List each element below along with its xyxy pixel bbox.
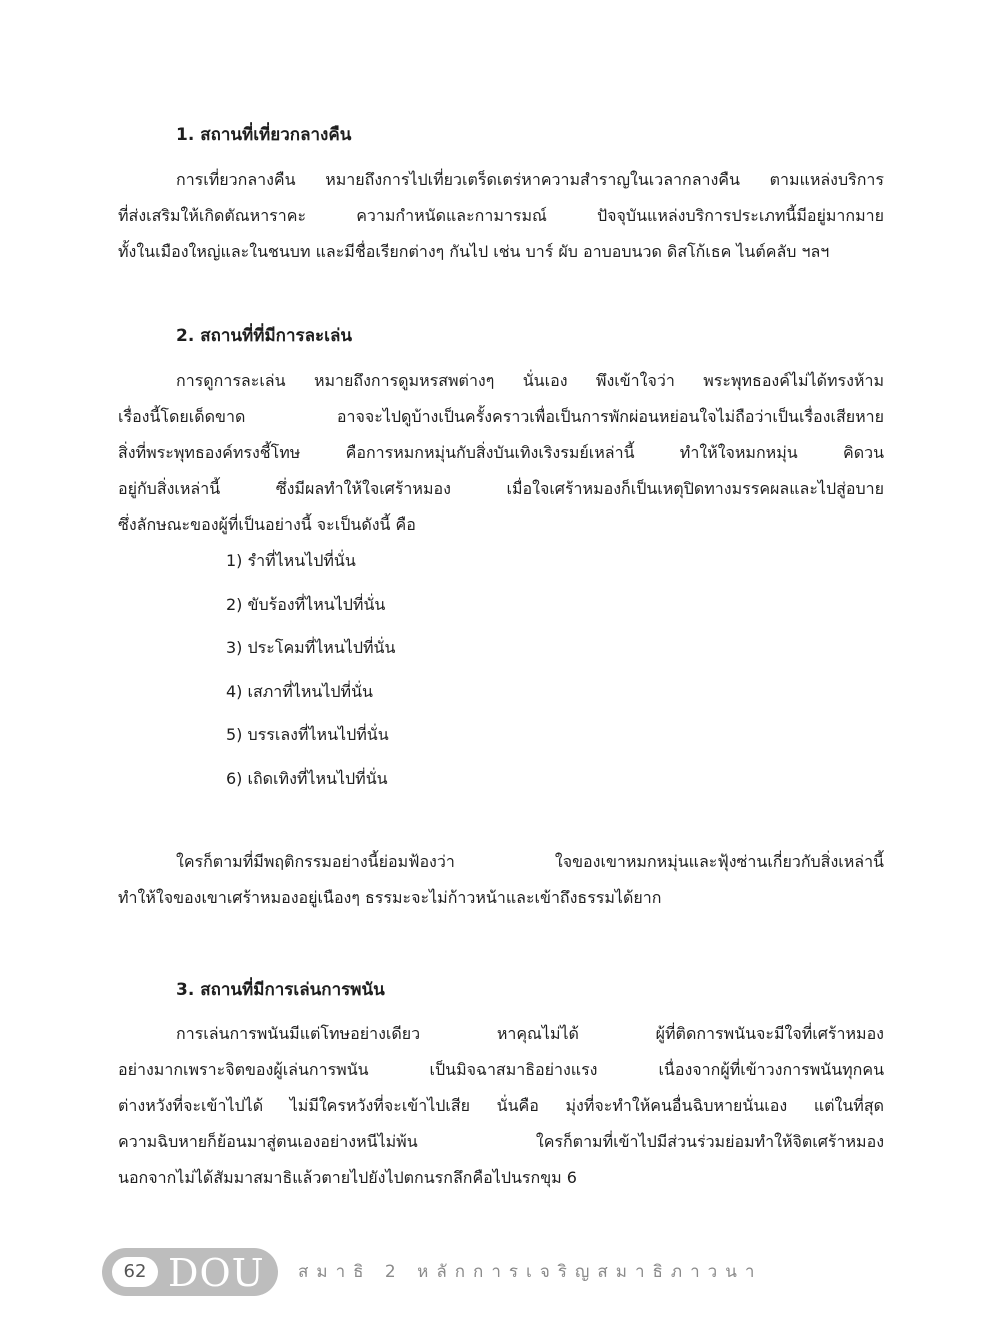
text-line: การเที่ยวกลางคืน หมายถึงการไปเที่ยวเตร็ดเตร่หาความสำราญในเวลากลางคืน ตามแหล่งบริการ	[176, 170, 884, 189]
list-item: 4) เสภาที่ไหนไปที่นั่น	[226, 681, 373, 701]
section-1-heading: 1. สถานที่เที่ยวกลางคืน	[176, 125, 352, 145]
text-line: ซึ่งลักษณะของผู้ที่เป็นอย่างนี้ จะเป็นดังนี้ คือ	[118, 515, 416, 534]
section-2-paragraph-1	[118, 363, 884, 543]
section-3-paragraph	[118, 1016, 884, 1196]
text-line: การเล่นการพนันมีแต่โทษอย่างเดียว หาคุณไม่ได้ ผู้ที่ติดการพนันจะมีใจที่เศร้าหมอง	[176, 1024, 884, 1043]
brand-logo: DOU	[168, 1251, 265, 1295]
text-line: ต่างหวังที่จะเข้าไปได้ ไม่มีใครหวังที่จะเข้าไปเสีย นั่นคือ มุ่งที่จะทำให้คนอื่นฉิบหายนั่นเอง แต่ในที่สุด	[118, 1096, 884, 1115]
text-line: การดูการละเล่น หมายถึงการดูมหรสพต่างๆ นั่นเอง พึงเข้าใจว่า พระพุทธองค์ไม่ได้ทรงห้าม	[176, 371, 884, 390]
text-line: อย่างมากเพราะจิตของผู้เล่นการพนัน เป็นมิจฉาสมาธิอย่างแรง เนื่องจากผู้ที่เข้าวงการพนันทุกคน	[118, 1060, 884, 1079]
section-2-paragraph-2	[118, 844, 884, 916]
page-footer	[102, 1248, 962, 1296]
list-item: 2) ขับร้องที่ไหนไปที่นั่น	[226, 594, 386, 614]
list-item: 3) ประโคมที่ไหนไปที่นั่น	[226, 638, 396, 658]
text-line: นอกจากไม่ได้สัมมาสมาธิแล้วตายไปยังไปตกนรกลึกคือไปนรกขุม 6	[118, 1168, 577, 1187]
section-3-heading: 3. สถานที่มีการเล่นการพนัน	[176, 980, 385, 1000]
text-line: อยู่กับสิ่งเหล่านี้ ซึ่งมีผลทำให้ใจเศร้าหมอง เมื่อใจเศร้าหมองก็เป็นเหตุปิดทางมรรคผลและไปสู่อบาย	[118, 479, 884, 498]
list-item: 1) รำที่ไหนไปที่นั่น	[226, 551, 356, 570]
amusement-list	[226, 543, 395, 805]
text-line: ที่ส่งเสริมให้เกิดตัณหาราคะ ความกำหนัดและกามารมณ์ ปัจจุบันแหล่งบริการประเภทนี้มีอยู่มากมาย	[118, 206, 884, 225]
text-line: ใครก็ตามที่มีพฤติกรรมอย่างนี้ย่อมฟ้องว่า ใจของเขาหมกหมุ่นและฟุ้งซ่านเกี่ยวกับสิ่งเหล่านี้	[176, 852, 884, 871]
text-line: ทั้งในเมืองใหญ่และในชนบท และมีชื่อเรียกต่างๆ กันไป เช่น บาร์ ผับ อาบอบนวด ดิสโก้เธค ไนต์คลับ ฯลฯ	[118, 242, 830, 261]
page-number: 62	[112, 1257, 158, 1287]
section-1-paragraph	[118, 162, 884, 270]
footer-badge	[102, 1248, 278, 1296]
text-line: ความฉิบหายก็ย้อนมาสู่ตนเองอย่างหนีไม่พ้น ใครก็ตามที่เข้าไปมีส่วนร่วมย่อมทำให้จิตเศร้าหมอง	[118, 1132, 884, 1151]
text-line: เรื่องนี้โดยเด็ดขาด อาจจะไปดูบ้างเป็นครั้งคราวเพื่อเป็นการพักผ่อนหย่อนใจไม่ถือว่าเป็นเรื่องเสียหาย	[118, 407, 884, 426]
running-title: สมาธิ 2 หลักการเจริญสมาธิภาวนา	[298, 1262, 763, 1282]
section-2-heading: 2. สถานที่ที่มีการละเล่น	[176, 326, 353, 346]
text-line: ทำให้ใจของเขาเศร้าหมองอยู่เนืองๆ ธรรมะจะไม่ก้าวหน้าและเข้าถึงธรรมได้ยาก	[118, 888, 662, 907]
list-item: 5) บรรเลงที่ไหนไปที่นั่น	[226, 725, 389, 745]
list-item: 6) เถิดเทิงที่ไหนไปที่นั่น	[226, 768, 388, 788]
text-line: สิ่งที่พระพุทธองค์ทรงชี้โทษ คือการหมกหมุ่นกับสิ่งบันเทิงเริงรมย์เหล่านี้ ทำให้ใจหมกหมุ่น คิดวน	[118, 443, 884, 462]
